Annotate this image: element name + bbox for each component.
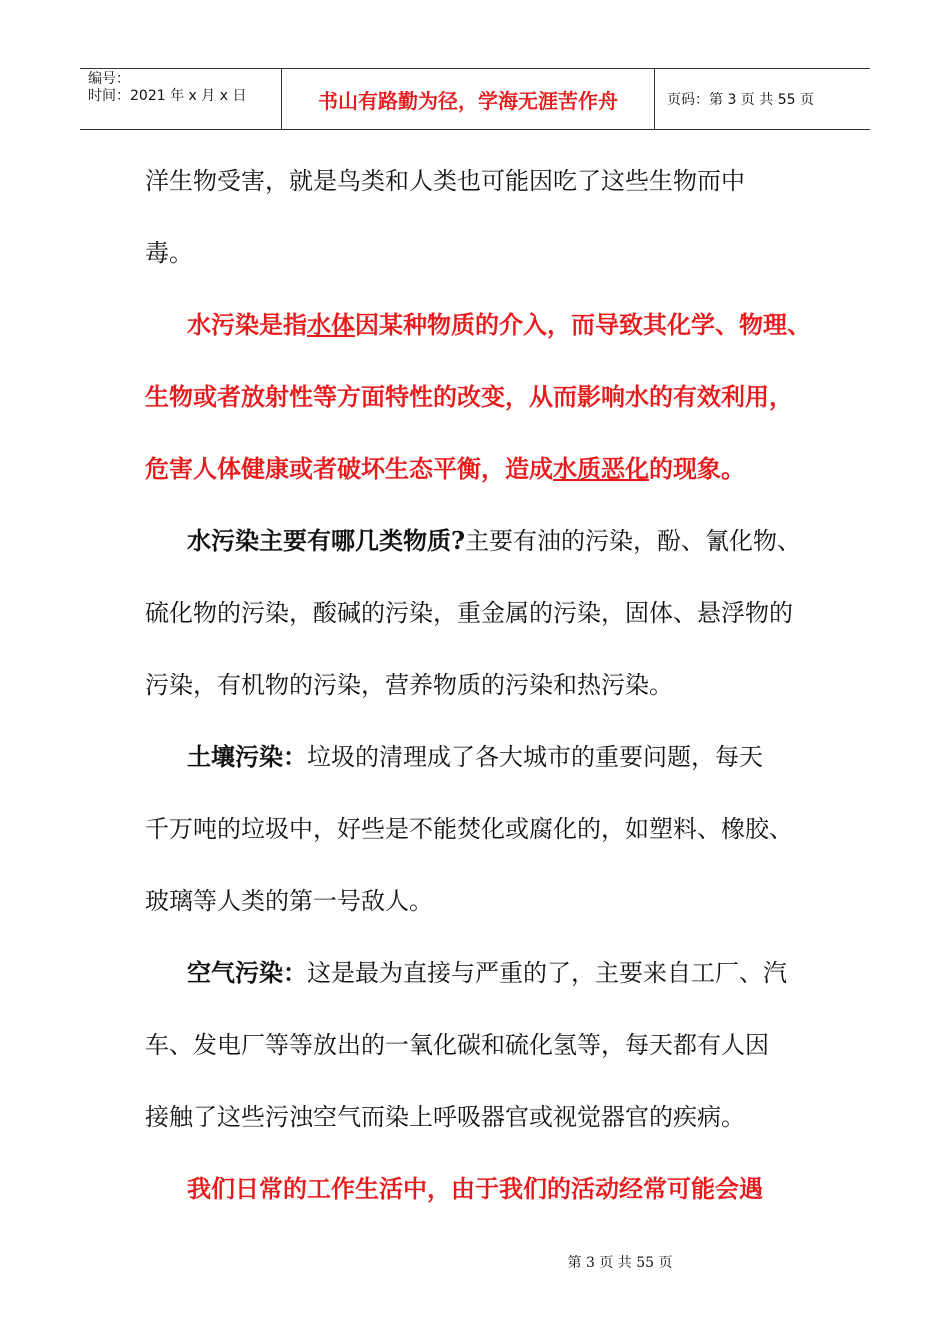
p5-line-3: 接触了这些污浊空气而染上呼吸器官或视觉器官的疾病。: [145, 1103, 745, 1131]
p1-line-1: 洋生物受害，就是鸟类和人类也可能因吃了这些生物而中: [145, 167, 745, 195]
p2-line-3: [145, 433, 815, 505]
p3-line-1: [145, 505, 815, 577]
p5-line-1: [145, 937, 815, 1009]
p3-text: 主要有油的污染，酚、氰化物、: [465, 527, 802, 555]
p4-line-1: [145, 721, 815, 793]
p1-line-2: 毒。: [145, 239, 193, 267]
header-time: 时间：2021 年 x 月 x 日: [88, 88, 247, 104]
header-number: 编号：: [88, 71, 130, 87]
p5-heading: 空气污染：: [187, 958, 307, 987]
p3-line-3: 污染，有机物的污染，营养物质的污染和热污染。: [145, 671, 673, 699]
document-body: [145, 145, 815, 1225]
p4-text: 垃圾的清理成了各大城市的重要问题，每天: [307, 743, 763, 771]
link-water-body[interactable]: 水体: [307, 310, 355, 339]
p4-line-2: 千万吨的垃圾中，好些是不能焚化或腐化的，如塑料、橡胶、: [145, 815, 793, 843]
p2-line-2: 生物或者放射性等方面特性的改变，从而影响水的有效利用，: [145, 382, 793, 411]
p3-heading: 水污染主要有哪几类物质?: [187, 526, 466, 555]
p3-line-2: 硫化物的污染，酸碱的污染，重金属的污染，固体、悬浮物的: [145, 599, 793, 627]
p2-text: 的现象。: [649, 454, 745, 483]
p5-text: 这是最为直接与严重的了，主要来自工厂、汽: [307, 959, 787, 987]
header-page-number: 页码：第 3 页 共 55 页: [667, 92, 814, 108]
p4-line-3: 玻璃等人类的第一号敌人。: [145, 887, 433, 915]
p4-heading: 土壤污染：: [187, 742, 307, 771]
p2-text: 水污染是指: [187, 310, 307, 339]
p5-line-2: 车、发电厂等等放出的一氧化碳和硫化氢等，每天都有人因: [145, 1031, 769, 1059]
p6-line-1: 我们日常的工作生活中，由于我们的活动经常可能会遇: [187, 1174, 763, 1203]
header-meta: [80, 69, 282, 129]
page-footer: 第 3 页 共 55 页: [567, 1255, 673, 1271]
p2-text: 因某种物质的介入，而导致其化学、物理、: [355, 310, 811, 339]
link-water-quality[interactable]: 水质恶化: [553, 454, 649, 483]
p2-line-1: [145, 289, 815, 361]
page-header: [80, 68, 870, 130]
header-motto: 书山有路勤为径，学海无涯苦作舟: [282, 69, 655, 129]
p2-text: 危害人体健康或者破坏生态平衡，造成: [145, 454, 553, 483]
